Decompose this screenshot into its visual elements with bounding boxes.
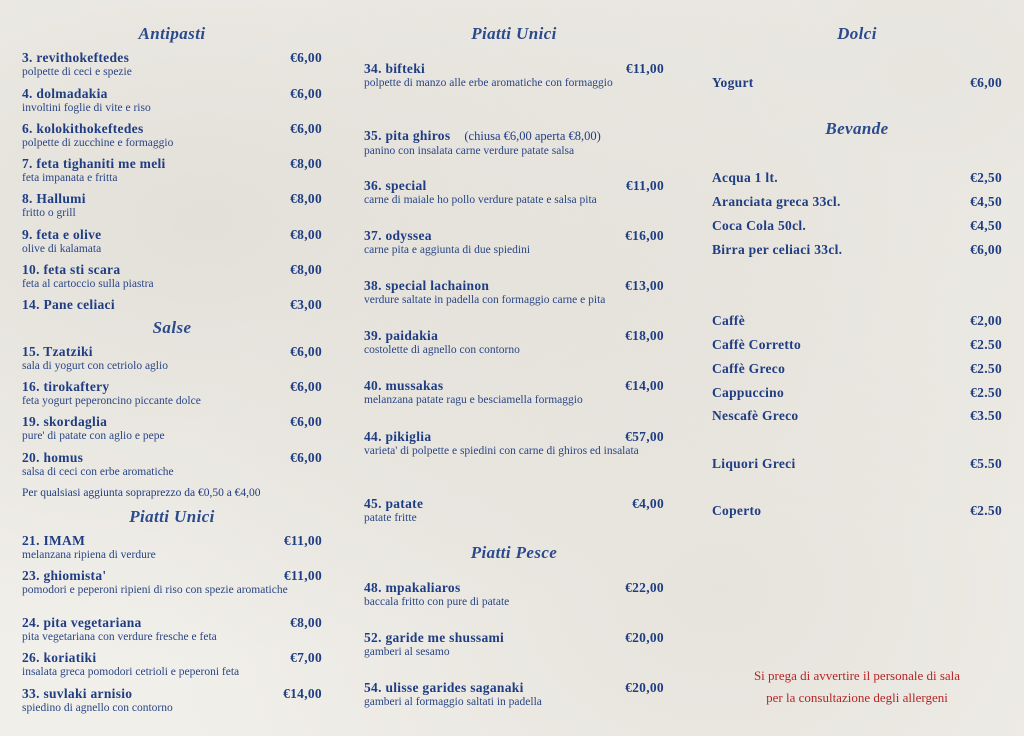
menu-item <box>712 170 1002 186</box>
item-name: 45. patate <box>364 496 424 511</box>
menu-item <box>22 379 322 407</box>
item-price: €2.50 <box>970 337 1002 352</box>
item-price: €18,00 <box>625 328 664 343</box>
item-description: panino con insalata carne verdure patate salsa <box>364 145 575 157</box>
menu-column-middle <box>364 0 664 736</box>
item-description: fritto o grill <box>22 207 76 219</box>
item-name: 10. feta sti scara <box>22 262 121 277</box>
item-price: €4,50 <box>970 194 1002 209</box>
item-price: €13,00 <box>625 278 664 293</box>
item-name: Birra per celiaci 33cl. <box>712 242 843 257</box>
item-name: Coperto <box>712 503 762 518</box>
menu-item <box>22 568 322 596</box>
item-description: baccala fritto con pure di patate <box>364 596 510 608</box>
item-name: 14. Pane celiaci <box>22 297 115 312</box>
item-price: €7,00 <box>290 650 322 665</box>
menu-item <box>712 313 1002 329</box>
menu-item <box>364 496 664 524</box>
section-heading-piatti-unici: Piatti Unici <box>471 24 557 43</box>
menu-item <box>712 503 1002 519</box>
menu-item <box>22 615 322 643</box>
item-name: Caffè Greco <box>712 361 786 376</box>
item-description: pure' di patate con aglio e pepe <box>22 430 165 442</box>
item-name: 44. pikiglia <box>364 429 432 444</box>
item-price: €6,00 <box>290 121 322 136</box>
item-name: 33. suvlaki arnisio <box>22 686 133 701</box>
item-name: 19. skordaglia <box>22 414 108 429</box>
item-price: €3.50 <box>970 408 1002 423</box>
item-price: €11,00 <box>625 178 664 193</box>
item-description: olive di kalamata <box>22 243 102 255</box>
item-description: gamberi al sesamo <box>364 646 450 658</box>
item-price: €5.50 <box>970 456 1002 471</box>
item-price: €6,00 <box>290 450 322 465</box>
menu-item <box>712 337 1002 353</box>
section-heading-antipasti: Antipasti <box>138 24 206 43</box>
section-heading-salse: Salse <box>152 318 192 337</box>
menu-item <box>712 456 1002 472</box>
item-name: 52. garide me shussami <box>364 630 505 645</box>
item-name: Acqua 1 lt. <box>712 170 778 185</box>
item-description: salsa di ceci con erbe aromatiche <box>22 466 174 478</box>
menu-item <box>22 191 322 219</box>
menu-item <box>22 450 322 478</box>
item-name: 40. mussakas <box>364 378 444 393</box>
menu-item <box>22 686 322 714</box>
menu-item <box>22 344 322 372</box>
item-price: €11,00 <box>625 61 664 76</box>
menu-item <box>364 278 664 306</box>
menu-item <box>712 194 1002 210</box>
item-price: €14,00 <box>283 686 322 701</box>
item-description: gamberi al formaggio saltati in padella <box>364 696 542 708</box>
item-price: €6,00 <box>290 414 322 429</box>
menu-item <box>364 178 664 206</box>
item-price: €20,00 <box>625 630 664 645</box>
item-description: pomodori e peperoni ripieni di riso con spezie aromatiche <box>22 584 288 596</box>
item-price: €2,50 <box>970 170 1002 185</box>
item-name: 9. feta e olive <box>22 227 102 242</box>
item-price: €22,00 <box>625 580 664 595</box>
item-name: Coca Cola 50cl. <box>712 218 807 233</box>
item-price: €2.50 <box>970 503 1002 518</box>
item-description: pita vegetariana con verdure fresche e feta <box>22 631 217 643</box>
menu-column-left <box>22 0 322 736</box>
menu-item <box>712 361 1002 377</box>
menu-item <box>22 414 322 442</box>
menu-item <box>364 228 664 256</box>
item-price: €20,00 <box>625 680 664 695</box>
item-description: carne di maiale ho pollo verdure patate e salsa pita <box>364 194 597 206</box>
item-price: €8,00 <box>290 156 322 171</box>
item-description: melanzana patate ragu e besciamella formaggio <box>364 394 583 406</box>
menu-item <box>364 429 664 457</box>
item-name: 36. special <box>364 178 427 193</box>
item-name: 39. paidakia <box>364 328 439 343</box>
item-name: 54. ulisse garides saganaki <box>364 680 524 695</box>
item-description: feta impanata e fritta <box>22 172 118 184</box>
item-description: spiedino di agnello con contorno <box>22 702 173 714</box>
item-price: €11,00 <box>283 568 322 583</box>
item-description: polpette di ceci e spezie <box>22 66 132 78</box>
surcharge-note: Per qualsiasi aggiunta sopraprezzo da €0,50 a €4,00 <box>22 487 261 499</box>
item-name: 15. Tzatziki <box>22 344 93 359</box>
menu-item <box>22 650 322 678</box>
item-name: Liquori Greci <box>712 456 796 471</box>
item-name: 48. mpakaliaros <box>364 580 461 595</box>
menu-item <box>712 242 1002 258</box>
item-name: Aranciata greca 33cl. <box>712 194 841 209</box>
item-price: €8,00 <box>290 227 322 242</box>
menu-item <box>364 580 664 608</box>
item-price: €57,00 <box>625 429 664 444</box>
menu-item <box>22 297 322 313</box>
item-name: 21. IMAM <box>22 533 86 548</box>
menu-item <box>22 86 322 114</box>
item-price: €6,00 <box>290 86 322 101</box>
menu-item <box>364 378 664 406</box>
item-price: €4,50 <box>970 218 1002 233</box>
item-price: €6,00 <box>290 379 322 394</box>
allergen-notice-line-1: Si prega di avvertire il personale di sala <box>753 668 961 683</box>
item-name: 34. bifteki <box>364 61 426 76</box>
item-description: insalata greca pomodori cetrioli e peperoni feta <box>22 666 240 678</box>
menu-item <box>712 408 1002 424</box>
item-description: polpette di manzo alle erbe aromatiche con formaggio <box>364 77 613 89</box>
item-price: €8,00 <box>290 262 322 277</box>
item-name: 16. tirokaftery <box>22 379 110 394</box>
menu-item <box>364 127 664 157</box>
menu-item <box>364 61 664 89</box>
item-price: €16,00 <box>625 228 664 243</box>
item-name: Nescafè Greco <box>712 408 799 423</box>
item-name: 3. revithokeftedes <box>22 50 130 65</box>
menu-item <box>22 227 322 255</box>
item-name: 35. pita ghiros <box>364 128 451 143</box>
allergen-notice <box>712 665 1002 709</box>
menu-item <box>712 218 1002 234</box>
item-name: 24. pita vegetariana <box>22 615 142 630</box>
menu-item <box>364 328 664 356</box>
item-description: costolette di agnello con contorno <box>364 344 520 356</box>
item-name: Cappuccino <box>712 385 785 400</box>
item-name: Yogurt <box>712 75 754 90</box>
item-name: 26. koriatiki <box>22 650 97 665</box>
menu-item <box>22 156 322 184</box>
item-price: €2,00 <box>970 313 1002 328</box>
item-description: involtini foglie di vite e riso <box>22 102 151 114</box>
item-price: €8,00 <box>290 615 322 630</box>
section-heading-bevande: Bevande <box>825 119 889 138</box>
section-heading-piatti-unici: Piatti Unici <box>129 507 215 526</box>
allergen-notice-line-2: per la consultazione degli allergeni <box>766 690 948 705</box>
menu-item <box>364 680 664 708</box>
item-price: €2.50 <box>970 385 1002 400</box>
item-name: 6. kolokithokeftedes <box>22 121 144 136</box>
item-name: 37. odyssea <box>364 228 432 243</box>
item-price: €6,00 <box>290 50 322 65</box>
item-price: €4,00 <box>632 496 664 511</box>
item-name: 23. ghiomista' <box>22 568 107 583</box>
menu-item <box>712 75 1002 91</box>
item-name: 38. special lachainon <box>364 278 490 293</box>
item-price: €11,00 <box>283 533 322 548</box>
item-description: carne pita e aggiunta di due spiedini <box>364 244 531 256</box>
menu-item <box>22 121 322 149</box>
item-name: 20. homus <box>22 450 84 465</box>
item-price: €6,00 <box>970 75 1002 90</box>
section-heading-dolci: Dolci <box>837 24 877 43</box>
item-name: Caffè <box>712 313 745 328</box>
item-name: 8. Hallumi <box>22 191 86 206</box>
menu-item <box>22 262 322 290</box>
item-description: feta yogurt peperoncino piccante dolce <box>22 395 201 407</box>
item-description: melanzana ripiena di verdure <box>22 549 156 561</box>
item-description: feta al cartoccio sulla piastra <box>22 278 154 290</box>
menu-item <box>22 50 322 78</box>
item-price-options: (chiusa €6,00 aperta €8,00) <box>464 129 601 143</box>
item-name: 4. dolmadakia <box>22 86 108 101</box>
item-price: €14,00 <box>625 378 664 393</box>
menu-item <box>22 533 322 561</box>
menu-item <box>712 385 1002 401</box>
item-description: verdure saltate in padella con formaggio carne e pita <box>364 294 606 306</box>
menu-item <box>364 630 664 658</box>
item-price: €6,00 <box>290 344 322 359</box>
item-description: sala di yogurt con cetriolo aglio <box>22 360 168 372</box>
menu-column-right <box>712 0 1002 736</box>
item-description: varieta' di polpette e spiedini con carne di ghiros ed insalata <box>364 445 639 457</box>
section-heading-piatti-pesce: Piatti Pesce <box>470 543 558 562</box>
item-price: €8,00 <box>290 191 322 206</box>
item-price: €3,00 <box>290 297 322 312</box>
item-description: patate fritte <box>364 512 417 524</box>
item-description: polpette di zucchine e formaggio <box>22 137 174 149</box>
item-price: €2.50 <box>970 361 1002 376</box>
item-name: Caffè Corretto <box>712 337 802 352</box>
item-price: €6,00 <box>970 242 1002 257</box>
item-name: 7. feta tighaniti me meli <box>22 156 166 171</box>
